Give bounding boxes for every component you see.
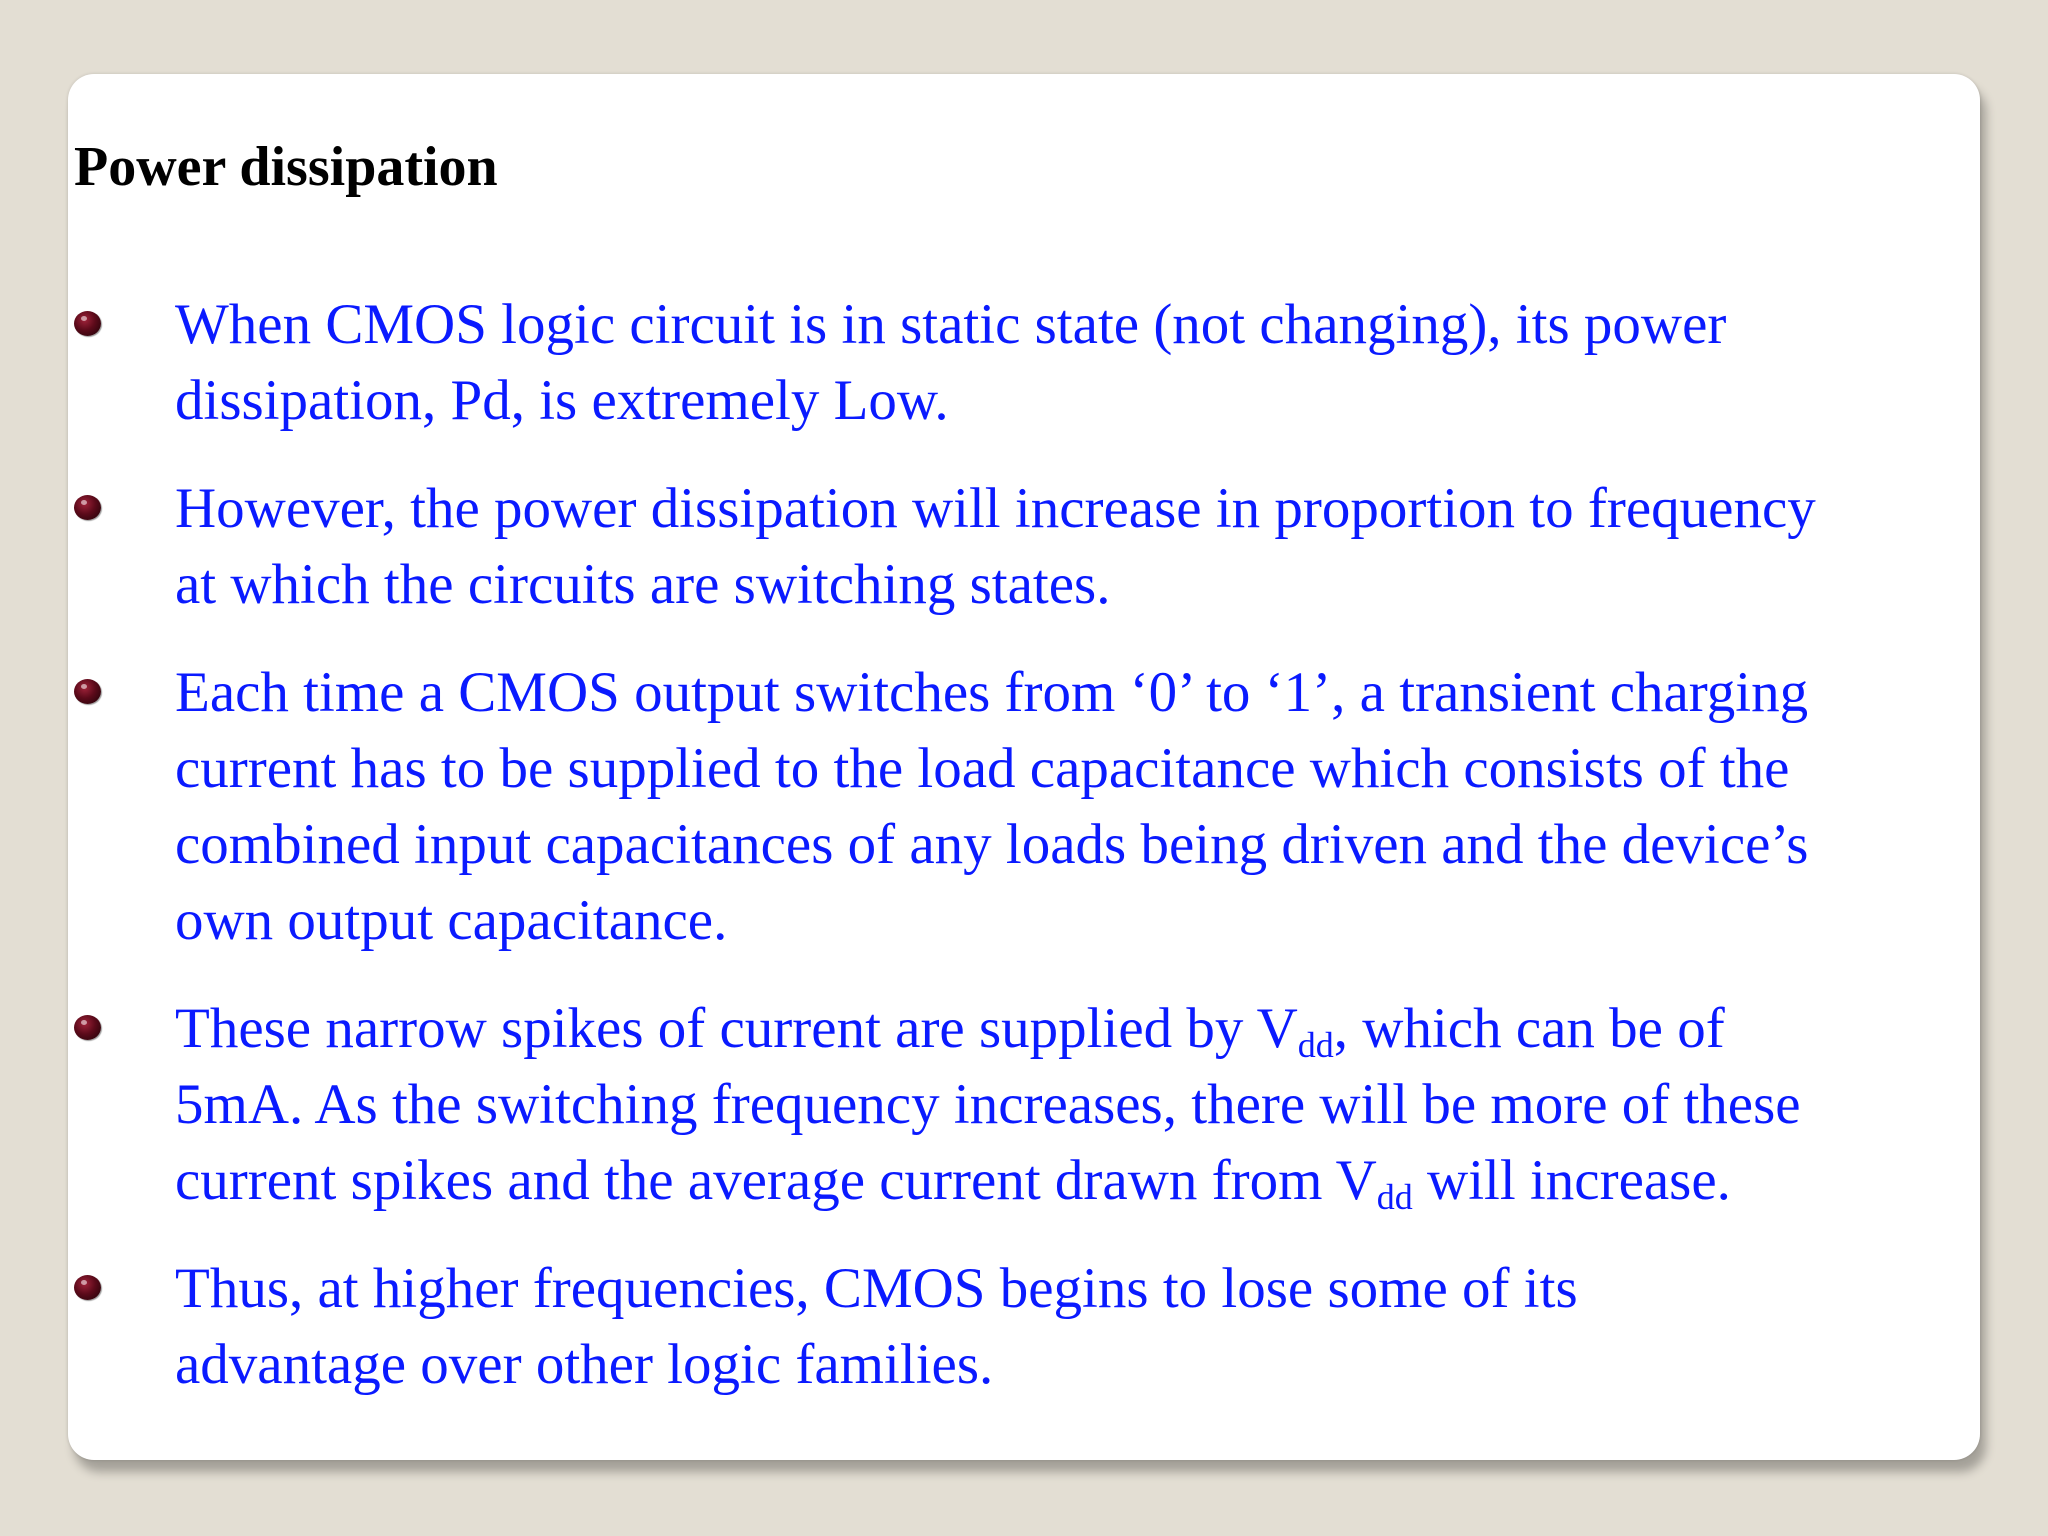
list-item (68, 287, 1980, 439)
list-item (68, 1251, 1980, 1403)
bullet-text-line: own output capacitance. (175, 889, 728, 952)
bullet-text-line: current has to be supplied to the load capacitance which consists of the (175, 737, 1790, 800)
bullet-icon (74, 495, 101, 520)
bullet-text-line: 5mA. As the switching frequency increases, there will be more of these (175, 1073, 1801, 1136)
bullet-text-line: dissipation, Pd, is extremely Low. (175, 369, 949, 432)
text-run: will increase. (1412, 1149, 1731, 1212)
subscript: dd (1376, 1177, 1413, 1217)
bullet-text-line: When CMOS logic circuit is in static state (not changing), its power (175, 293, 1727, 356)
text-run: These narrow spikes of current are supplied by V (175, 997, 1298, 1060)
bullet-text-line: at which the circuits are switching states. (175, 553, 1111, 616)
list-item (68, 471, 1980, 623)
bullet-icon (74, 311, 101, 336)
subscript: dd (1297, 1025, 1334, 1065)
bullet-text-line: Thus, at higher frequencies, CMOS begins to lose some of its (175, 1257, 1578, 1320)
bullet-icon (74, 679, 101, 704)
list-item (68, 655, 1980, 959)
bullet-text-line (175, 991, 1980, 1067)
bullet-text-line: combined input capacitances of any loads being driven and the device’s (175, 813, 1809, 876)
bullet-text-line (175, 1143, 1980, 1219)
slide-panel (68, 74, 1980, 1460)
slide-title: Power dissipation (74, 136, 498, 198)
bullet-text-line: Each time a CMOS output switches from ‘0’ to ‘1’, a transient charging (175, 661, 1809, 724)
bullet-text-line: However, the power dissipation will increase in proportion to frequency (175, 477, 1816, 540)
text-run: , which can be of (1333, 997, 1725, 1060)
text-run: current spikes and the average current drawn from V (175, 1149, 1377, 1212)
bullet-text-line: advantage over other logic families. (175, 1333, 994, 1396)
bullet-icon (74, 1015, 101, 1040)
bullet-list (68, 287, 1980, 1435)
bullet-icon (74, 1275, 101, 1300)
list-item (68, 991, 1980, 1219)
